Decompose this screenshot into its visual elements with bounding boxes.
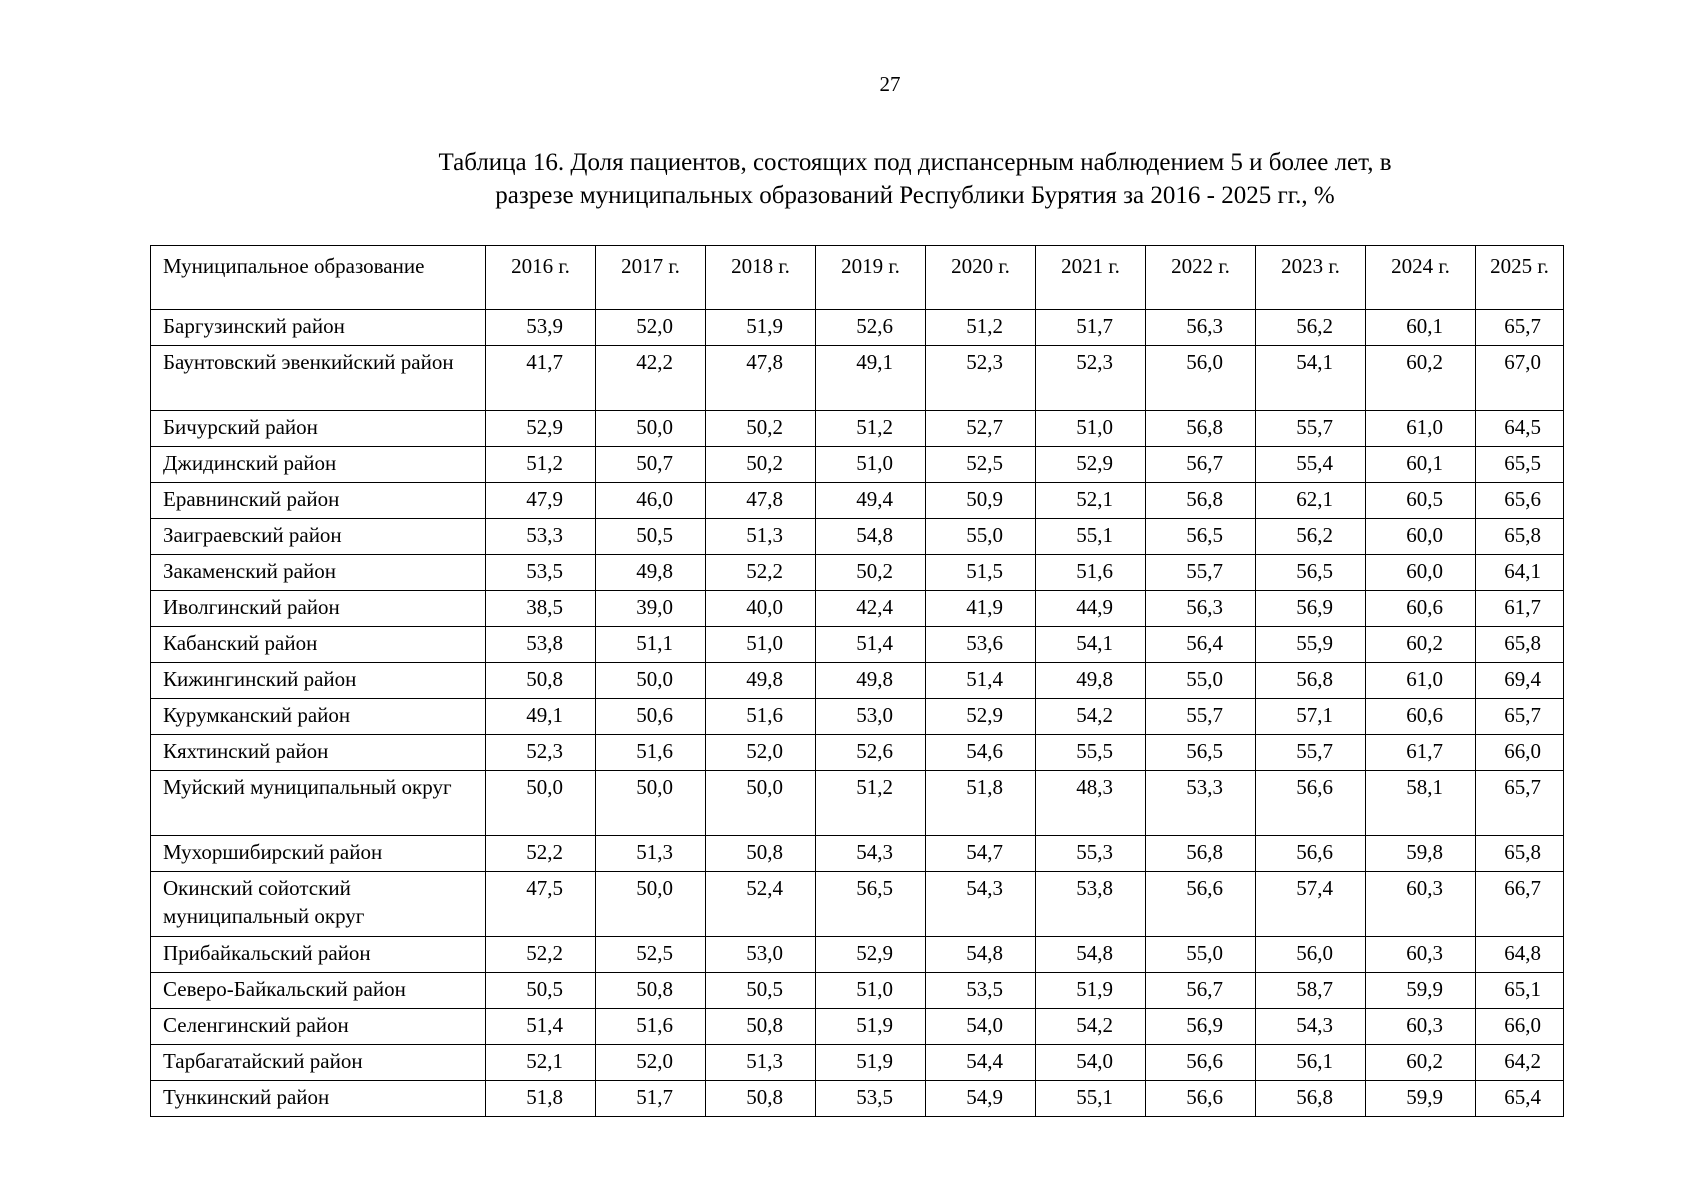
value-cell: 54,3 (816, 836, 926, 872)
value-cell: 51,9 (1036, 973, 1146, 1009)
value-cell: 55,5 (1036, 735, 1146, 771)
table-row (151, 735, 1564, 771)
value-cell: 49,8 (816, 663, 926, 699)
value-cell: 59,9 (1366, 1081, 1476, 1117)
value-cell: 42,4 (816, 591, 926, 627)
value-cell: 50,2 (706, 411, 816, 447)
value-cell: 56,5 (1146, 735, 1256, 771)
column-header: 2022 г. (1146, 246, 1256, 310)
value-cell: 54,1 (1256, 346, 1366, 411)
municipality-name-cell: Мухоршибирский район (151, 836, 486, 872)
column-header: 2019 г. (816, 246, 926, 310)
value-cell: 50,0 (486, 771, 596, 836)
municipality-name-cell: Тункинский район (151, 1081, 486, 1117)
value-cell: 56,8 (1146, 411, 1256, 447)
value-cell: 52,0 (596, 1045, 706, 1081)
municipality-name-cell: Баргузинский район (151, 310, 486, 346)
value-cell: 56,5 (1256, 555, 1366, 591)
column-header: Муниципальное образование (151, 246, 486, 310)
value-cell: 53,6 (926, 627, 1036, 663)
value-cell: 51,8 (926, 771, 1036, 836)
value-cell: 50,5 (596, 519, 706, 555)
value-cell: 56,8 (1146, 483, 1256, 519)
table-row (151, 1081, 1564, 1117)
value-cell: 51,0 (816, 447, 926, 483)
value-cell: 66,7 (1476, 872, 1564, 937)
value-cell: 44,9 (1036, 591, 1146, 627)
municipality-name-cell: Кяхтинский район (151, 735, 486, 771)
value-cell: 50,5 (706, 973, 816, 1009)
value-cell: 55,7 (1256, 735, 1366, 771)
value-cell: 58,7 (1256, 973, 1366, 1009)
value-cell: 54,0 (926, 1009, 1036, 1045)
value-cell: 51,6 (596, 1009, 706, 1045)
value-cell: 51,9 (706, 310, 816, 346)
value-cell: 55,0 (1146, 663, 1256, 699)
value-cell: 56,5 (816, 872, 926, 937)
value-cell: 46,0 (596, 483, 706, 519)
value-cell: 56,6 (1146, 1081, 1256, 1117)
value-cell: 65,7 (1476, 310, 1564, 346)
value-cell: 54,6 (926, 735, 1036, 771)
value-cell: 50,9 (926, 483, 1036, 519)
value-cell: 55,9 (1256, 627, 1366, 663)
table-row (151, 973, 1564, 1009)
value-cell: 51,0 (816, 973, 926, 1009)
value-cell: 56,3 (1146, 310, 1256, 346)
value-cell: 49,8 (596, 555, 706, 591)
value-cell: 54,2 (1036, 699, 1146, 735)
value-cell: 54,8 (1036, 937, 1146, 973)
page-number: 27 (879, 72, 901, 96)
column-header: 2017 г. (596, 246, 706, 310)
value-cell: 69,4 (1476, 663, 1564, 699)
value-cell: 52,5 (596, 937, 706, 973)
value-cell: 60,1 (1366, 310, 1476, 346)
table-row (151, 555, 1564, 591)
value-cell: 51,4 (816, 627, 926, 663)
value-cell: 56,6 (1256, 771, 1366, 836)
table-row (151, 483, 1564, 519)
value-cell: 60,6 (1366, 699, 1476, 735)
value-cell: 65,8 (1476, 627, 1564, 663)
value-cell: 60,0 (1366, 519, 1476, 555)
table-row (151, 663, 1564, 699)
column-header: 2020 г. (926, 246, 1036, 310)
value-cell: 55,0 (1146, 937, 1256, 973)
value-cell: 51,2 (816, 771, 926, 836)
value-cell: 51,7 (596, 1081, 706, 1117)
municipality-name-cell: Джидинский район (151, 447, 486, 483)
value-cell: 53,8 (1036, 872, 1146, 937)
value-cell: 51,6 (1036, 555, 1146, 591)
value-cell: 52,2 (706, 555, 816, 591)
value-cell: 53,5 (486, 555, 596, 591)
value-cell: 56,8 (1146, 836, 1256, 872)
municipality-name-cell: Еравнинский район (151, 483, 486, 519)
municipality-name-cell: Закаменский район (151, 555, 486, 591)
value-cell: 52,3 (926, 346, 1036, 411)
value-cell: 56,1 (1256, 1045, 1366, 1081)
value-cell: 52,1 (486, 1045, 596, 1081)
value-cell: 55,7 (1146, 555, 1256, 591)
value-cell: 66,0 (1476, 1009, 1564, 1045)
value-cell: 58,1 (1366, 771, 1476, 836)
value-cell: 51,5 (926, 555, 1036, 591)
value-cell: 61,7 (1476, 591, 1564, 627)
value-cell: 65,4 (1476, 1081, 1564, 1117)
value-cell: 53,5 (926, 973, 1036, 1009)
value-cell: 55,7 (1146, 699, 1256, 735)
value-cell: 54,9 (926, 1081, 1036, 1117)
value-cell: 52,3 (486, 735, 596, 771)
value-cell: 51,3 (706, 1045, 816, 1081)
value-cell: 50,8 (706, 836, 816, 872)
table-header-row (151, 246, 1564, 310)
value-cell: 51,6 (596, 735, 706, 771)
value-cell: 64,5 (1476, 411, 1564, 447)
value-cell: 53,0 (816, 699, 926, 735)
value-cell: 51,4 (486, 1009, 596, 1045)
value-cell: 56,2 (1256, 310, 1366, 346)
value-cell: 52,1 (1036, 483, 1146, 519)
value-cell: 60,5 (1366, 483, 1476, 519)
column-header: 2024 г. (1366, 246, 1476, 310)
column-header: 2018 г. (706, 246, 816, 310)
value-cell: 52,9 (816, 937, 926, 973)
value-cell: 50,2 (816, 555, 926, 591)
value-cell: 65,5 (1476, 447, 1564, 483)
municipality-name-cell: Бичурский район (151, 411, 486, 447)
value-cell: 59,8 (1366, 836, 1476, 872)
value-cell: 56,7 (1146, 973, 1256, 1009)
value-cell: 47,9 (486, 483, 596, 519)
value-cell: 51,3 (706, 519, 816, 555)
value-cell: 64,2 (1476, 1045, 1564, 1081)
value-cell: 56,3 (1146, 591, 1256, 627)
value-cell: 54,8 (926, 937, 1036, 973)
table-row (151, 1045, 1564, 1081)
value-cell: 57,4 (1256, 872, 1366, 937)
value-cell: 51,1 (596, 627, 706, 663)
value-cell: 54,7 (926, 836, 1036, 872)
municipality-name-cell: Иволгинский район (151, 591, 486, 627)
table-body (151, 310, 1564, 1117)
value-cell: 55,1 (1036, 519, 1146, 555)
value-cell: 50,8 (706, 1009, 816, 1045)
value-cell: 51,4 (926, 663, 1036, 699)
value-cell: 52,4 (706, 872, 816, 937)
table-row (151, 1009, 1564, 1045)
value-cell: 54,0 (1036, 1045, 1146, 1081)
value-cell: 49,8 (706, 663, 816, 699)
column-header: 2023 г. (1256, 246, 1366, 310)
value-cell: 61,0 (1366, 663, 1476, 699)
table-title (170, 146, 1660, 212)
municipality-name-cell: Курумканский район (151, 699, 486, 735)
table-row (151, 411, 1564, 447)
value-cell: 50,2 (706, 447, 816, 483)
column-header: 2021 г. (1036, 246, 1146, 310)
value-cell: 65,6 (1476, 483, 1564, 519)
table-row (151, 310, 1564, 346)
municipality-name-cell: Заиграевский район (151, 519, 486, 555)
value-cell: 53,8 (486, 627, 596, 663)
table-row (151, 591, 1564, 627)
value-cell: 65,7 (1476, 699, 1564, 735)
value-cell: 50,0 (596, 771, 706, 836)
value-cell: 52,9 (926, 699, 1036, 735)
value-cell: 61,7 (1366, 735, 1476, 771)
value-cell: 61,0 (1366, 411, 1476, 447)
value-cell: 53,3 (1146, 771, 1256, 836)
value-cell: 52,9 (1036, 447, 1146, 483)
value-cell: 39,0 (596, 591, 706, 627)
value-cell: 56,8 (1256, 663, 1366, 699)
municipality-name-cell: Селенгинский район (151, 1009, 486, 1045)
value-cell: 51,9 (816, 1009, 926, 1045)
value-cell: 55,4 (1256, 447, 1366, 483)
value-cell: 54,3 (1256, 1009, 1366, 1045)
table-row (151, 519, 1564, 555)
value-cell: 51,7 (1036, 310, 1146, 346)
table-row (151, 836, 1564, 872)
value-cell: 56,5 (1146, 519, 1256, 555)
value-cell: 52,2 (486, 836, 596, 872)
column-header: 2025 г. (1476, 246, 1564, 310)
value-cell: 60,2 (1366, 346, 1476, 411)
value-cell: 50,8 (706, 1081, 816, 1117)
value-cell: 54,8 (816, 519, 926, 555)
value-cell: 52,7 (926, 411, 1036, 447)
value-cell: 41,7 (486, 346, 596, 411)
value-cell: 56,7 (1146, 447, 1256, 483)
value-cell: 50,0 (596, 411, 706, 447)
table-row (151, 627, 1564, 663)
value-cell: 47,5 (486, 872, 596, 937)
table-row (151, 937, 1564, 973)
value-cell: 66,0 (1476, 735, 1564, 771)
value-cell: 40,0 (706, 591, 816, 627)
value-cell: 56,6 (1256, 836, 1366, 872)
column-header: 2016 г. (486, 246, 596, 310)
value-cell: 60,2 (1366, 1045, 1476, 1081)
value-cell: 60,2 (1366, 627, 1476, 663)
table-row (151, 699, 1564, 735)
value-cell: 48,3 (1036, 771, 1146, 836)
value-cell: 53,0 (706, 937, 816, 973)
value-cell: 52,5 (926, 447, 1036, 483)
value-cell: 60,6 (1366, 591, 1476, 627)
value-cell: 50,0 (596, 872, 706, 937)
value-cell: 49,8 (1036, 663, 1146, 699)
value-cell: 52,9 (486, 411, 596, 447)
value-cell: 51,2 (486, 447, 596, 483)
value-cell: 51,2 (926, 310, 1036, 346)
value-cell: 62,1 (1256, 483, 1366, 519)
value-cell: 51,2 (816, 411, 926, 447)
value-cell: 56,4 (1146, 627, 1256, 663)
municipality-name-cell: Прибайкальский район (151, 937, 486, 973)
value-cell: 67,0 (1476, 346, 1564, 411)
value-cell: 56,0 (1256, 937, 1366, 973)
value-cell: 60,1 (1366, 447, 1476, 483)
value-cell: 51,3 (596, 836, 706, 872)
municipality-name-cell: Северо-Байкальский район (151, 973, 486, 1009)
value-cell: 57,1 (1256, 699, 1366, 735)
value-cell: 56,6 (1146, 1045, 1256, 1081)
value-cell: 65,8 (1476, 836, 1564, 872)
value-cell: 51,8 (486, 1081, 596, 1117)
value-cell: 51,0 (1036, 411, 1146, 447)
municipality-name-cell: Кабанский район (151, 627, 486, 663)
value-cell: 47,8 (706, 346, 816, 411)
table-row (151, 447, 1564, 483)
table-row (151, 872, 1564, 937)
value-cell: 55,1 (1036, 1081, 1146, 1117)
value-cell: 50,0 (706, 771, 816, 836)
value-cell: 50,0 (596, 663, 706, 699)
value-cell: 56,6 (1146, 872, 1256, 937)
value-cell: 64,8 (1476, 937, 1564, 973)
table-row (151, 346, 1564, 411)
value-cell: 52,0 (706, 735, 816, 771)
value-cell: 42,2 (596, 346, 706, 411)
value-cell: 55,0 (926, 519, 1036, 555)
municipality-name-cell: Муйский муниципальный округ (151, 771, 486, 836)
value-cell: 53,3 (486, 519, 596, 555)
value-cell: 50,8 (486, 663, 596, 699)
value-cell: 65,8 (1476, 519, 1564, 555)
value-cell: 56,9 (1146, 1009, 1256, 1045)
table-row (151, 771, 1564, 836)
value-cell: 60,0 (1366, 555, 1476, 591)
value-cell: 54,3 (926, 872, 1036, 937)
value-cell: 60,3 (1366, 872, 1476, 937)
value-cell: 55,7 (1256, 411, 1366, 447)
value-cell: 52,3 (1036, 346, 1146, 411)
municipality-name-cell: Баунтовский эвенкийский район (151, 346, 486, 411)
value-cell: 59,9 (1366, 973, 1476, 1009)
value-cell: 53,9 (486, 310, 596, 346)
municipality-name-cell: Окинский сойотский муниципальный округ (151, 872, 486, 937)
value-cell: 50,8 (596, 973, 706, 1009)
value-cell: 50,7 (596, 447, 706, 483)
value-cell: 64,1 (1476, 555, 1564, 591)
value-cell: 56,8 (1256, 1081, 1366, 1117)
value-cell: 56,0 (1146, 346, 1256, 411)
value-cell: 41,9 (926, 591, 1036, 627)
value-cell: 65,7 (1476, 771, 1564, 836)
value-cell: 56,9 (1256, 591, 1366, 627)
value-cell: 51,6 (706, 699, 816, 735)
value-cell: 51,9 (816, 1045, 926, 1081)
value-cell: 50,6 (596, 699, 706, 735)
value-cell: 52,6 (816, 310, 926, 346)
value-cell: 53,5 (816, 1081, 926, 1117)
value-cell: 60,3 (1366, 937, 1476, 973)
value-cell: 38,5 (486, 591, 596, 627)
data-table (150, 245, 1564, 1117)
value-cell: 55,3 (1036, 836, 1146, 872)
value-cell: 54,1 (1036, 627, 1146, 663)
value-cell: 49,1 (486, 699, 596, 735)
value-cell: 54,4 (926, 1045, 1036, 1081)
value-cell: 49,1 (816, 346, 926, 411)
value-cell: 60,3 (1366, 1009, 1476, 1045)
value-cell: 56,2 (1256, 519, 1366, 555)
value-cell: 52,0 (596, 310, 706, 346)
value-cell: 54,2 (1036, 1009, 1146, 1045)
table-title-line-1: Таблица 16. Доля пациентов, состоящих под диспансерным наблюдением 5 и более лет, в (438, 149, 1392, 176)
value-cell: 65,1 (1476, 973, 1564, 1009)
municipality-name-cell: Кижингинский район (151, 663, 486, 699)
table-title-line-2: разрезе муниципальных образований Республики Бурятия за 2016 - 2025 гг., % (495, 182, 1335, 209)
value-cell: 51,0 (706, 627, 816, 663)
value-cell: 52,6 (816, 735, 926, 771)
value-cell: 47,8 (706, 483, 816, 519)
municipality-name-cell: Тарбагатайский район (151, 1045, 486, 1081)
value-cell: 49,4 (816, 483, 926, 519)
value-cell: 50,5 (486, 973, 596, 1009)
value-cell: 52,2 (486, 937, 596, 973)
